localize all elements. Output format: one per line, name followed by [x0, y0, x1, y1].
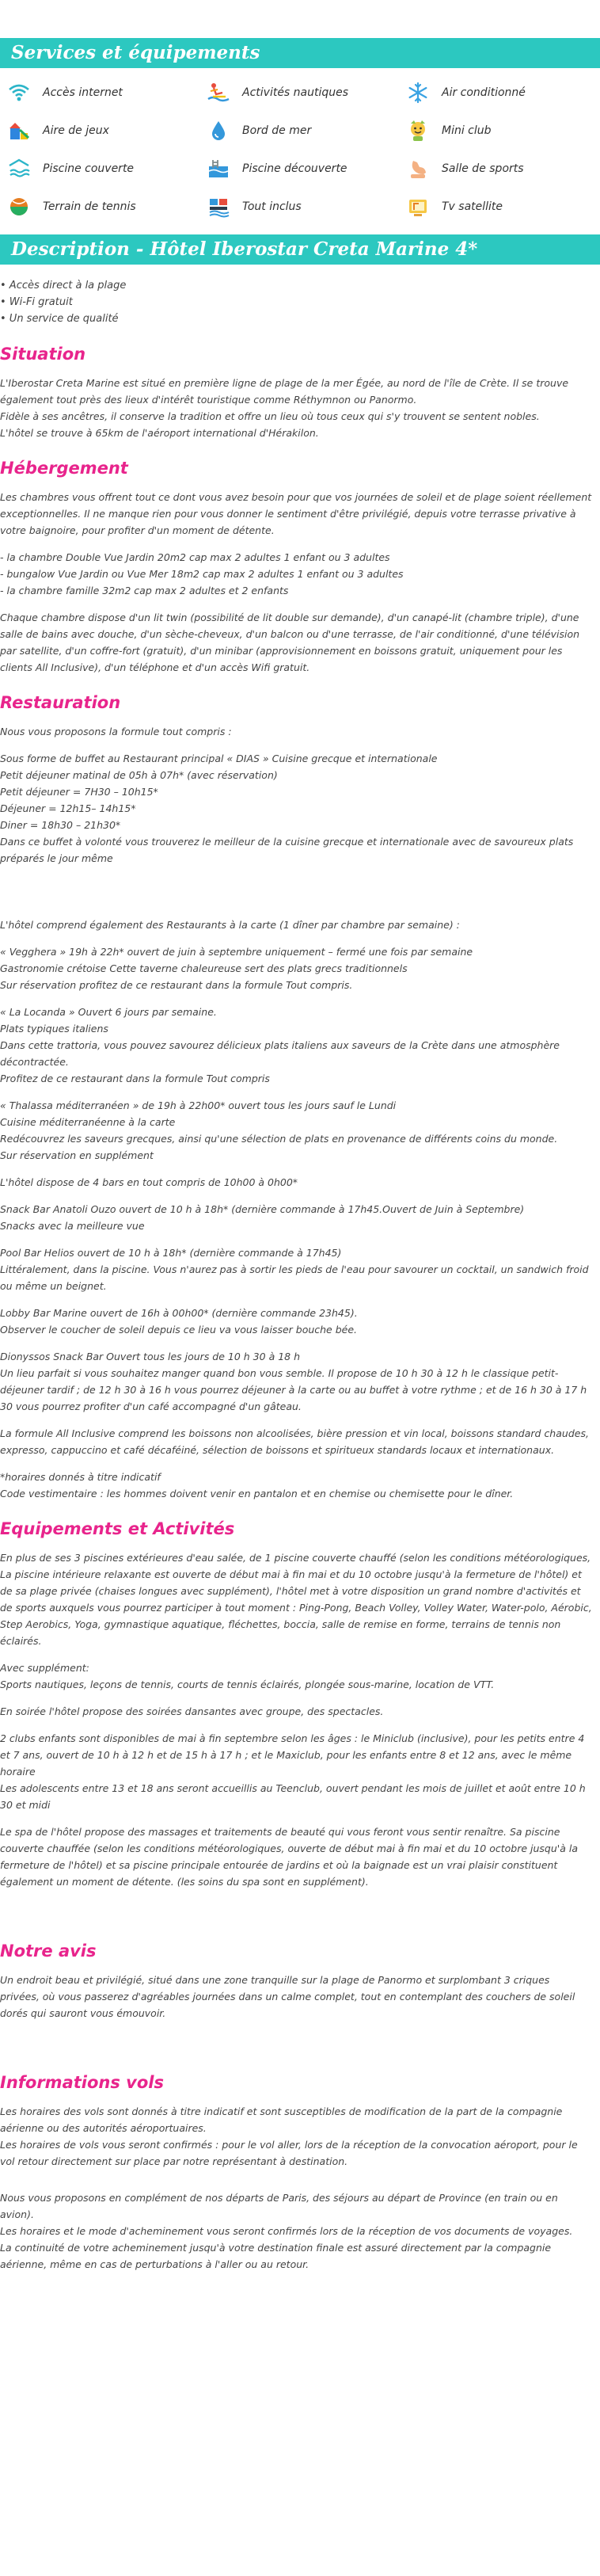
services-banner: Services et équipements: [0, 38, 600, 68]
service-item: [206, 117, 405, 144]
indoor-pool-icon: [6, 156, 32, 181]
restauration-paragraph: Dionyssos Snack Bar Ouvert tous les jours de 10 h 30 à 18 h Un lieu parfait si vous souhaitez manger quand bon vous semble. Il propose de 10 h 30 à 12 h le classique petit-déjeuner tardif ; de 12 h 30 à 16 h vous pourrez déjeuner à la carte ou au buffet à votre rythme ; et de 16 h 30 à 17 h 30 vous pourrez profiter d'un café accompagné d'un gâteau.: [0, 1351, 587, 1412]
restauration-paragraph: « Thalassa méditerranéen » de 19h à 22h00* ouvert tous les jours sauf le Lundi Cuisine méditerranéenne à la carte Redécouvrez les saveurs grecques, ainsi qu'une sélection de plats en provenance de différents coins du monde. Sur réservation en supplément: [0, 1099, 558, 1161]
activites-heading: Equipements et Activités: [0, 1519, 235, 1538]
service-label: Piscine couverte: [43, 162, 135, 175]
snowflake-icon: [405, 80, 431, 105]
restauration-paragraph: « La Locanda » Ouvert 6 jours par semaine. Plats typiques italiens Dans cette trattoria, vous pouvez savourez délicieux plats italiens aux saveurs de la Crète dans une atmosphère décontractée. Profitez de ce restaurant dans la formule Tout compris: [0, 1006, 560, 1084]
vols-heading: Informations vols: [0, 2073, 164, 2092]
service-item: [206, 79, 405, 106]
room-amenities: Chaque chambre dispose d'un lit twin (possibilité de lit double sur demande), d'un canapé-lit (chambre triple), d'une salle de bains avec douche, d'un sèche-cheveux, d'un balcon ou d'une terrasse, de l'air conditionné, d'une télévision par satellite, d'un coffre-fort (gratuit), d'un minibar (approvisionnement en boissons gratuit, uniquement pour les clients All Inclusive), d'un téléphone et d'un accès Wifi gratuit.: [0, 612, 580, 673]
activites-paragraph: En plus de ses 3 piscines extérieures d'eau salée, de 1 piscine couverte chauffé (selon les conditions météorologiques, La piscine intérieure relaxante est ouverte de début mai à fin mai et du 10 octobre jusqu'à la fermeture de l'hôtel) et de sa plage privée (chaises longues avec supplément), l'hôtel met à votre disposition un grand nombre d'activités et de sports auxquels vous pourrez participer à tout moment : Ping-Pong, Beach Volley, Volley Water, Water-polo, Aérobic, Step Aerobics, Yoga, gymnastique aquatique, fléchettes, boccia, salle de remise en forme, terrains de tennis non éclairés.: [0, 1552, 592, 1647]
activites-paragraph: 2 clubs enfants sont disponibles de mai à fin septembre selon les âges : le Miniclub (inclusive), pour les petits entre 4 et 7 ans, ouvert de 10 h à 12 h et de 15 h à 17 h ; et le Maxiclub, pour les enfants entre 8 et 12 ans, avec le même horaire Les adolescents entre 13 et 18 ans seront accueillis au Teenclub, ouvert pendant les mois de juillet et août entre 10 h 30 et midi: [0, 1732, 586, 1811]
service-item: [6, 79, 206, 106]
tennis-icon: [6, 194, 32, 219]
activites-paragraph: Avec supplément: Sports nautiques, leçons de tennis, courts de tennis éclairés, plongée sous-marine, location de VTT.: [0, 1662, 495, 1690]
restauration-paragraph: L'hôtel comprend également des Restaurants à la carte (1 dîner par chambre par semaine) :: [0, 919, 460, 931]
service-item: [6, 117, 206, 144]
wifi-icon: [6, 80, 32, 105]
vols-paragraph: Les horaires des vols sont donnés à titre indicatif et sont susceptibles de modification de la part de la compagnie aérienne ou des autorités aéroportuaires. Les horaires de vols vous seront confirmés : pour le vol aller, lors de la réception de la convocation aéroport, pour le vol retour directement sur place par notre représentant à destination.: [0, 2105, 578, 2167]
service-label: Activités nautiques: [242, 86, 349, 99]
restauration-paragraph: *horaires donnés à titre indicatif Code vestimentaire : les hommes doivent venir en pantalon et en chemise ou chemisette pour le dîner.: [0, 1471, 514, 1499]
hebergement-heading: Hébergement: [0, 459, 128, 478]
service-item: [206, 155, 405, 182]
service-label: Piscine découverte: [242, 162, 347, 175]
restauration-paragraph: Snack Bar Anatoli Ouzo ouvert de 10 h à 18h* (dernière commande à 17h45.Ouvert de Juin à Septembre) Snacks avec la meilleure vue: [0, 1203, 525, 1232]
avis-heading: Notre avis: [0, 1942, 97, 1961]
spacer: [0, 2032, 592, 2056]
room-types-list: - la chambre Double Vue Jardin 20m2 cap max 2 adultes 1 enfant ou 3 adultes - bungalow Vue Jardin ou Vue Mer 18m2 cap max 2 adultes 1 enfant ou 3 adultes - la chambre famille 32m2 cap max 2 adultes et 2 enfants: [0, 551, 404, 596]
service-label: Tout inclus: [242, 200, 302, 213]
restauration-paragraph: La formule All Inclusive comprend les boissons non alcoolisées, bière pression et vin local, boissons standard chaudes, expresso, cappuccino et café décaféiné, sélection de boissons et spiritueux standards locaux et internationaux.: [0, 1427, 589, 1456]
playground-icon: [6, 118, 32, 143]
sea-drop-icon: [206, 118, 231, 143]
feature-item: • Wi-Fi gratuit: [0, 296, 73, 308]
restauration-paragraph: Nous vous proposons la formule tout compris :: [0, 726, 232, 737]
service-label: Tv satellite: [442, 200, 503, 213]
restauration-paragraph: Pool Bar Helios ouvert de 10 h à 18h* (dernière commande à 17h45) Littéralement, dans la piscine. Vous n'aurez pas à sortir les pieds de l'eau pour savourer un cocktail, un sandwich froid ou même un beignet.: [0, 1247, 589, 1292]
service-label: Aire de jeux: [43, 124, 109, 137]
outdoor-pool-icon: [206, 156, 231, 181]
vols-paragraph: Nous vous proposons en complément de nos départs de Paris, des séjours au départ de Province (en train ou en avion). Les horaires et le mode d'acheminement vous seront confirmés lors de la réception de vos documents de voyages. La continuité de votre acheminement jusqu'à votre destination finale est assuré directement par la compagnie aérienne, même en cas de perturbations à l'aller ou au retour.: [0, 2192, 573, 2270]
hebergement-intro: Les chambres vous offrent tout ce dont vous avez besoin pour que vos journées de soleil et de plage soient réellement exceptionnelles. Il ne manque rien pour vous donner le sentiment d'être privilégié, depuis votre terrasse privative à votre baignoire, pour profiter d'un moment de détente.: [0, 491, 592, 536]
gym-icon: [405, 156, 431, 181]
service-label: Salle de sports: [442, 162, 524, 175]
service-item: [6, 155, 206, 182]
situation-heading: Situation: [0, 345, 86, 364]
all-inclusive-icon: [206, 194, 231, 219]
feature-list: [0, 277, 592, 327]
avis-paragraph: Un endroit beau et privilégié, situé dans une zone tranquille sur la plage de Panormo et surplombant 3 criques privées, où vous passerez d'agréables journées dans un calme complet, tout en contemplant des couchers de soleil dorés qui sauront vous émouvoir.: [0, 1974, 575, 2019]
services-grid: [0, 68, 600, 234]
description-content: [0, 277, 600, 2273]
restauration-paragraph: « Vegghera » 19h à 22h* ouvert de juin à septembre uniquement – fermé une fois par semaine Gastronomie crétoise Cette taverne chaleureuse sert des plats grecs traditionnels Sur réservation profitez de ce restaurant dans la formule Tout compris.: [0, 946, 473, 991]
activites-paragraph: Le spa de l'hôtel propose des massages et traitements de beauté qui vous feront vous sentir renaître. Sa piscine couverte chauffée (selon les conditions météorologiques, ouverte de début mai à fin mai et du 10 octobre jusqu'à la fermeture de l'hôtel) et sa piscine principale entourée de jardins et où la baignade est un vrai plaisir constituent également un moment de détente. (les soins du spa sont en supplément).: [0, 1826, 578, 1888]
spacer: [0, 2180, 592, 2189]
tv-icon: [405, 194, 431, 219]
feature-item: • Accès direct à la plage: [0, 280, 127, 292]
service-label: Accès internet: [43, 86, 123, 99]
activites-paragraph: En soirée l'hôtel propose des soirées dansantes avec groupe, des spectacles.: [0, 1705, 384, 1717]
service-item: [6, 193, 206, 220]
spacer: [0, 1900, 592, 1924]
restauration-paragraph: Sous forme de buffet au Restaurant principal « DIAS » Cuisine grecque et internationale Petit déjeuner matinal de 05h à 07h* (avec réservation) Petit déjeuner = 7H30 – 10h15* Déjeuner = 12h15– 14h15* Diner = 18h30 – 21h30* Dans ce buffet à volonté vous trouverez le meilleur de la cuisine grecque et internationale avec de savoureux plats préparés le jour même: [0, 753, 574, 864]
service-label: Air conditionné: [442, 86, 526, 99]
service-label: Terrain de tennis: [43, 200, 136, 213]
restauration-heading: Restauration: [0, 693, 121, 712]
service-item: [405, 79, 600, 106]
description-banner: Description - Hôtel Iberostar Creta Marine 4*: [0, 234, 600, 265]
service-label: Mini club: [442, 124, 492, 137]
service-item: [405, 117, 600, 144]
service-item: [405, 193, 600, 220]
water-sports-icon: [206, 80, 231, 105]
kids-club-icon: [405, 118, 431, 143]
restauration-paragraph: L'hôtel dispose de 4 bars en tout compris de 10h00 à 0h00*: [0, 1176, 298, 1188]
service-item: [206, 193, 405, 220]
service-label: Bord de mer: [242, 124, 312, 137]
feature-item: • Un service de qualité: [0, 313, 119, 325]
situation-paragraph: L'Iberostar Creta Marine est situé en première ligne de plage de la mer Égée, au nord de l'île de Crète. Il se trouve également tout près des lieux d'intérêt touristique comme Réthymnon ou Panormo. Fidèle à ses ancêtres, il conserve la tradition et offre un lieu où tous ceux qui s'y trouvent se sentent nobles. L'hôtel se trouve à 65km de l'aéroport international d'Hérakilon.: [0, 377, 569, 439]
spacer: [0, 877, 592, 916]
service-item: [405, 155, 600, 182]
restauration-paragraph: Lobby Bar Marine ouvert de 16h à 00h00* (dernière commande 23h45). Observer le coucher de soleil depuis ce lieu va vous laisser bouche bée.: [0, 1307, 358, 1336]
